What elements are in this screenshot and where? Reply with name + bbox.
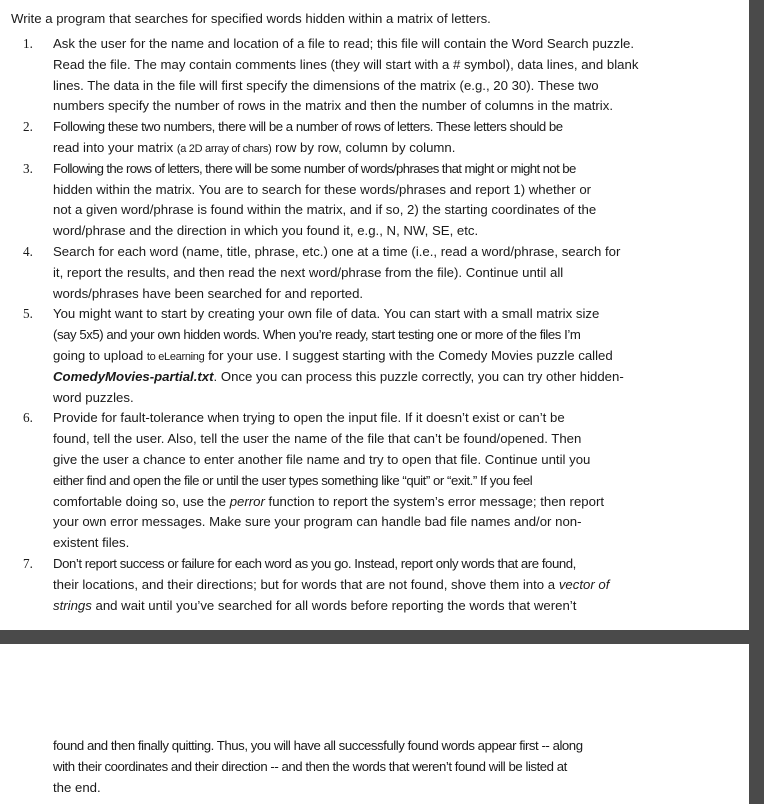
item-line: Don’t report success or failure for each word as you go. Instead, report only words that are found, xyxy=(53,555,576,571)
item-line: existent files. xyxy=(53,535,130,551)
item-number: 6. xyxy=(23,410,33,426)
list-item xyxy=(0,242,749,304)
text-run: their locations, and their directions; but for words that are not found, shove them into a xyxy=(53,576,559,592)
list-item xyxy=(0,117,749,159)
item-line: found, tell the user. Also, tell the user the name of the file that can’t be found/opened. Then xyxy=(53,431,582,447)
document-page-2 xyxy=(0,644,749,804)
filename-text: ComedyMovies-partial.txt xyxy=(53,368,214,384)
requirements-list xyxy=(0,34,749,616)
item-line: Following these two numbers, there will be a number of rows of letters. These letters should be xyxy=(53,119,563,135)
text-run: and wait until you’ve searched for all words before reporting the words that weren’t xyxy=(91,597,577,613)
item-line: word/phrase and the direction in which you found it, e.g., N, NW, SE, etc. xyxy=(53,223,479,239)
item-line: either find and open the file or until the user types something like “quit” or “exit.” If you feel xyxy=(53,472,533,488)
item-line: Read the file. The may contain comments lines (they will start with a # symbol), data lines, and blank xyxy=(53,56,639,72)
italic-text: vector of xyxy=(558,576,610,592)
text-run: function to report the system’s error message; then report xyxy=(264,493,605,509)
item-line: the end. xyxy=(53,779,101,795)
item-line: Provide for fault-tolerance when trying to open the input file. If it doesn’t exist or can’t be xyxy=(53,410,565,426)
text-run-small: to eLearning xyxy=(146,350,205,363)
item-line: with their coordinates and their direction -- and then the words that weren’t found will be listed at xyxy=(53,758,567,774)
item-line xyxy=(53,575,669,596)
item-line: words/phrases have been searched for and reported. xyxy=(53,285,364,301)
item-line xyxy=(53,596,669,617)
item-number: 1. xyxy=(23,36,33,51)
item-line: lines. The data in the file will first specify the dimensions of the matrix (e.g., 20 30). These two xyxy=(53,77,599,93)
text-run: . Once you can process this puzzle correctly, you can try other hidden- xyxy=(213,368,624,384)
text-run: going to upload xyxy=(53,347,147,363)
function-name-text: perror xyxy=(229,493,265,509)
item-line: hidden within the matrix. You are to search for these words/phrases and report 1) whether or xyxy=(53,181,592,197)
item-number: 7. xyxy=(23,555,33,571)
item-line: Following the rows of letters, there will be some number of words/phrases that might or might not be xyxy=(53,160,576,176)
text-run: comfortable doing so, use the xyxy=(53,493,230,509)
item-line: not a given word/phrase is found within the matrix, and if so, 2) the starting coordinates of the xyxy=(53,202,597,218)
item-number: 4. xyxy=(23,243,33,259)
item-line: Ask the user for the name and location of a file to read; this file will contain the Word Search puzzle. xyxy=(53,36,635,51)
list-item xyxy=(0,408,749,554)
intro-text: Write a program that searches for specified words hidden within a matrix of letters. xyxy=(11,11,491,26)
item-line xyxy=(53,492,669,513)
item-number: 5. xyxy=(23,306,33,322)
text-run: read into your matrix xyxy=(53,139,177,155)
list-item xyxy=(0,554,749,616)
item-line: (say 5x5) and your own hidden words. When you’re ready, start testing one or more of the files I’m xyxy=(53,327,581,343)
item-line: Search for each word (name, title, phrase, etc.) one at a time (i.e., read a word/phrase, search for xyxy=(53,243,621,259)
list-item xyxy=(0,34,749,117)
item-line: your own error messages. Make sure your program can handle bad file names and/or non- xyxy=(53,514,582,530)
item-number: 3. xyxy=(23,160,33,176)
item-line xyxy=(53,138,669,159)
item-line: found and then finally quitting. Thus, you will have all successfully found words appear first -- along xyxy=(53,738,583,753)
text-run-small: (a 2D array of chars) xyxy=(176,142,272,155)
list-item xyxy=(0,159,749,242)
list-item xyxy=(0,304,749,408)
item-line: You might want to start by creating your own file of data. You can start with a small matrix size xyxy=(53,306,600,322)
item-line: give the user a chance to enter another file name and try to open that file. Continue until you xyxy=(53,451,591,467)
continuation-text xyxy=(53,736,583,798)
item-number: 2. xyxy=(23,119,33,135)
text-run: for your use. I suggest starting with the Comedy Movies puzzle called xyxy=(204,347,613,363)
italic-text: strings xyxy=(53,597,92,613)
item-line xyxy=(53,346,669,367)
item-line: word puzzles. xyxy=(53,389,134,405)
item-line xyxy=(53,367,669,388)
item-line: numbers specify the number of rows in the matrix and then the number of columns in the matrix. xyxy=(53,98,613,114)
text-run: row by row, column by column. xyxy=(271,139,456,155)
item-line: it, report the results, and then read the next word/phrase from the file). Continue until all xyxy=(53,264,564,280)
